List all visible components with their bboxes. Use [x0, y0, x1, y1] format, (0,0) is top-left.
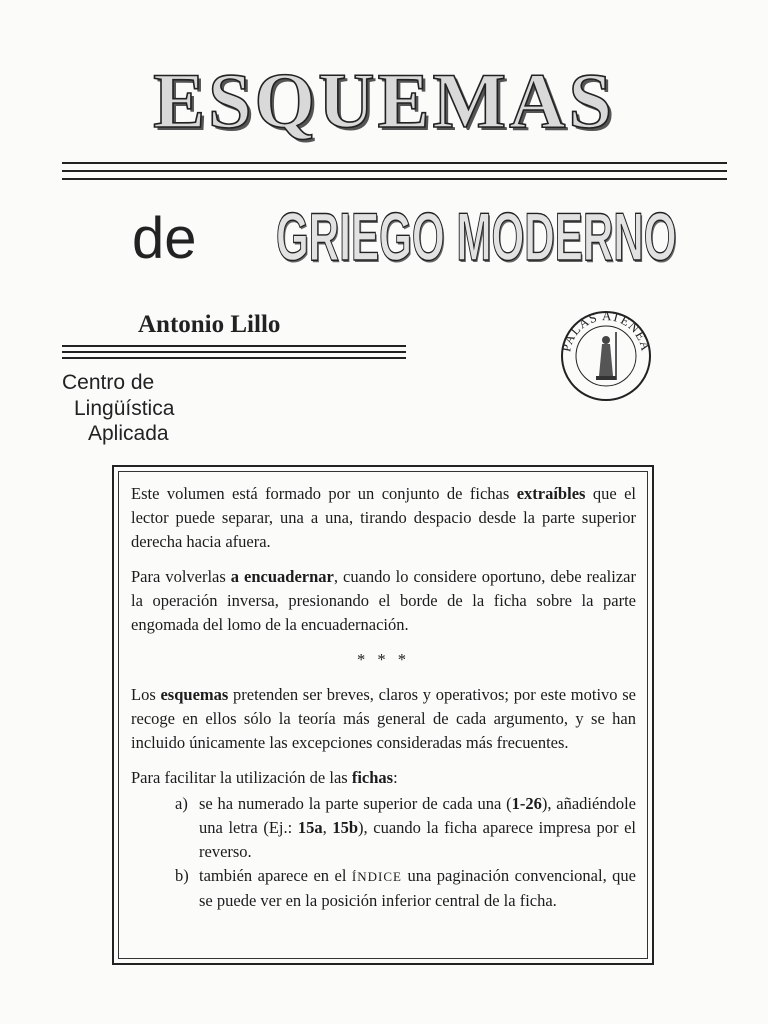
p4-text-a: Para facilitar la utilización de las [131, 768, 352, 787]
palas-atenea-seal-icon [556, 306, 656, 406]
author-rule-middle [62, 351, 406, 353]
title-preposition: de [132, 206, 197, 271]
title-rule-middle [62, 170, 727, 172]
list-label-a: a) [175, 794, 188, 813]
title-rule-bottom [62, 178, 727, 180]
item-a-text-1: se ha numerado la parte superior de cada una ( [199, 794, 512, 813]
p4-bold: fichas [351, 768, 394, 787]
paragraph-fichas [131, 482, 636, 554]
seal-text: PALAS ATENEA [558, 308, 654, 354]
p1-text-a: Este volumen está formado por un conjunto de fichas [131, 484, 517, 503]
section-separator: * * * [357, 650, 410, 669]
item-b-text-1: también aparece en el [199, 866, 352, 885]
item-a-bold-3: 15b [332, 818, 359, 837]
p1-text-c: que el lector puede separar, una a una, tirando despacio desde la parte superior derecha hacia afuera. [131, 484, 637, 551]
item-a-text-3: , [322, 818, 333, 837]
p1-bold: extraíbles [516, 484, 586, 503]
item-a-bold-2: 15a [297, 818, 323, 837]
book-title: ESQUEMAS [153, 57, 615, 144]
p2-text-c: , cuando lo considere oportuno, debe realizar la operación inversa, presionando el borde de la ficha sobre la parte engomada del lomo de la encuadernación. [131, 567, 636, 634]
item-b-text-2: una paginación convencional, que se puede ver en la posición inferior central de la ficha. [199, 866, 637, 910]
p3-bold: esquemas [160, 685, 229, 704]
list-item-a [175, 792, 636, 864]
item-a-text-2: ), añadiéndole una letra (Ej.: [199, 794, 636, 837]
item-a-text-4: ), cuando la ficha aparece impresa por el reverso. [199, 818, 636, 861]
list-item-b [175, 864, 636, 913]
p2-bold: a encuadernar [230, 567, 334, 586]
list-text-b [199, 864, 636, 913]
author-name: Antonio Lillo [138, 311, 281, 338]
author-rule-bottom [62, 357, 406, 359]
p3-text-c: pretenden ser breves, claros y operativos; por este motivo se recoge en ellos sólo la teoría más general de cada argumento, y se han incluido únicamente las excepciones consideradas más frecuentes. [131, 685, 636, 752]
info-box-text [131, 482, 636, 913]
item-b-small-caps: ÍNDICE [351, 869, 402, 884]
title-rule-top [62, 162, 727, 164]
book-subtitle: GRIEGO MODERNO [276, 199, 677, 275]
p2-text-a: Para volverlas [131, 567, 231, 586]
paragraph-esquemas [131, 683, 636, 755]
list-text-a [199, 792, 636, 864]
publisher-line-2: Lingüística [74, 397, 175, 420]
publisher-line-3: Aplicada [88, 422, 169, 445]
list-label-b: b) [175, 866, 189, 885]
paragraph-encuadernar [131, 565, 636, 637]
p4-text-c: : [393, 768, 398, 787]
publisher-line-1: Centro de [62, 371, 155, 394]
paragraph-facilitar [131, 766, 636, 790]
item-a-bold-1: 1-26 [511, 794, 542, 813]
author-rule-top [62, 345, 406, 347]
p3-text-a: Los [131, 685, 161, 704]
